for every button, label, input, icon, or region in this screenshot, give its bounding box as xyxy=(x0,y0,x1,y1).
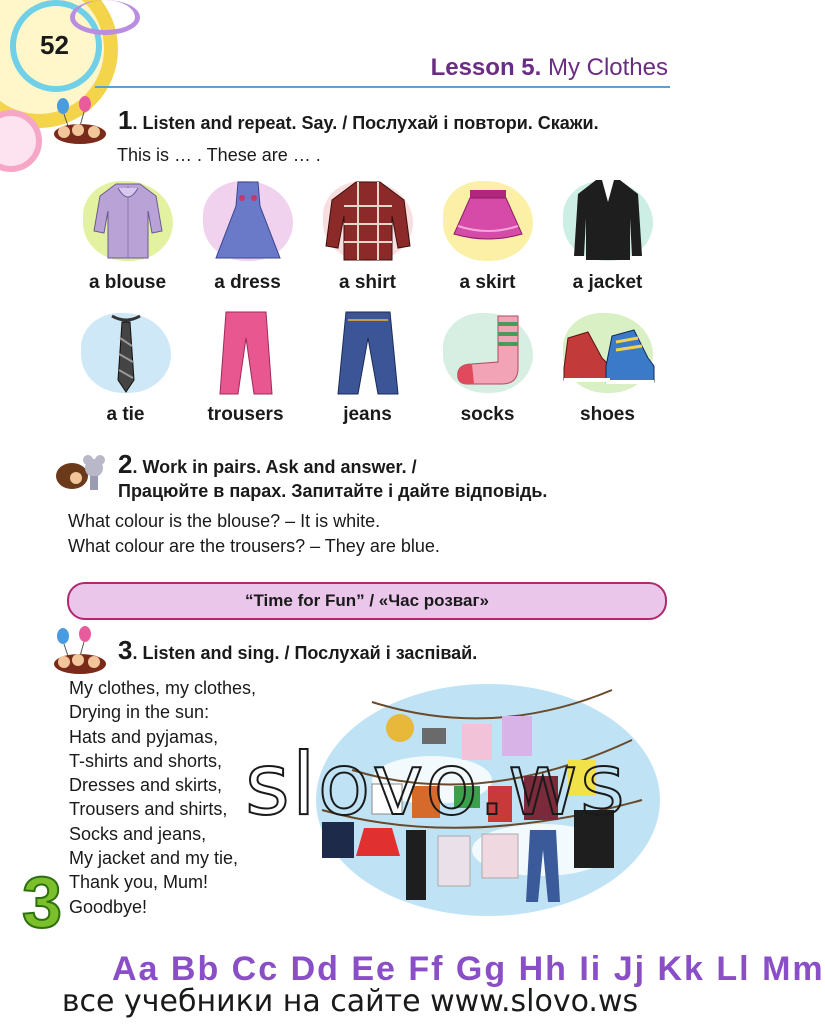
dialogue-line: What colour are the trousers? – They are blue. xyxy=(68,536,440,556)
clothes-item xyxy=(430,176,545,294)
task3-number: 3 xyxy=(118,635,133,665)
task1-heading xyxy=(118,105,599,135)
dialogue-line: What colour is the blouse? – It is white. xyxy=(68,511,381,531)
listen-children-icon xyxy=(50,96,110,146)
song-line: Trousers and shirts, xyxy=(69,799,228,820)
song-line: My jacket and my tie, xyxy=(69,848,239,869)
listen-children-icon xyxy=(50,626,110,676)
song-line: Goodbye! xyxy=(69,896,148,917)
footer-text: все учебники на сайте www.slovo.ws xyxy=(61,984,639,1019)
alphabet-strip: Aa Bb Cc Dd Ee Ff Gg Hh Ii Jj Kk Ll Mm xyxy=(112,950,825,988)
page-number: 52 xyxy=(40,30,69,60)
time-for-fun-banner: “Time for Fun” / «Час розваг» xyxy=(67,582,667,620)
lesson-title xyxy=(431,54,668,82)
song-line: Thank you, Mum! xyxy=(69,872,209,893)
item-label: jeans xyxy=(343,404,392,425)
item-label: a dress xyxy=(214,272,281,293)
task1-prompt: This is … . These are … . xyxy=(117,145,321,165)
clothes-item xyxy=(430,308,545,426)
jeans-icon xyxy=(318,308,418,398)
jacket-icon xyxy=(558,176,658,266)
hedgehog-mouse-icon xyxy=(54,450,110,494)
song-line: Drying in the sun: xyxy=(69,702,210,723)
dress-icon xyxy=(198,176,298,266)
corner-bubble-decoration xyxy=(70,0,140,35)
title-divider xyxy=(95,86,670,88)
song-line: My clothes, my clothes, xyxy=(69,678,257,698)
task2-dialogue xyxy=(68,509,440,559)
task2-number: 2 xyxy=(118,449,133,479)
trousers-icon xyxy=(196,308,296,398)
song-line: Dresses and skirts, xyxy=(69,775,223,796)
tie-icon xyxy=(76,308,176,398)
task1-heading-text: . Listen and repeat. Say. / Послухай і повтори. Скажи. xyxy=(132,113,599,133)
song-line: Hats and pyjamas, xyxy=(69,726,219,747)
blouse-icon xyxy=(78,176,178,266)
item-label: a skirt xyxy=(459,272,516,293)
clothes-item xyxy=(188,308,303,426)
socks-icon xyxy=(438,308,538,398)
skirt-icon xyxy=(438,176,538,266)
song-line: Socks and jeans, xyxy=(69,823,207,844)
clothes-item xyxy=(550,308,665,426)
clothes-item xyxy=(68,308,183,426)
task2-heading-line2: Працюйте в парах. Запитайте і дайте відповідь. xyxy=(118,481,548,501)
item-label: a tie xyxy=(106,404,145,425)
task2-heading-line1: . Work in pairs. Ask and answer. / xyxy=(132,457,417,477)
task3-heading xyxy=(118,635,478,665)
task1-number: 1 xyxy=(118,105,133,135)
song-lyrics xyxy=(69,676,256,919)
item-label: a shirt xyxy=(338,272,397,293)
clothes-item xyxy=(190,176,305,294)
item-label: a blouse xyxy=(88,272,167,293)
item-label: trousers xyxy=(207,404,284,425)
task3-heading-text: . Listen and sing. / Послухай і заспівай. xyxy=(132,643,478,663)
item-label: a jacket xyxy=(572,272,643,293)
shoes-icon xyxy=(558,308,658,398)
item-label: socks xyxy=(460,404,515,425)
item-label: shoes xyxy=(580,404,635,425)
clothes-item xyxy=(310,176,425,294)
clothes-item xyxy=(550,176,665,294)
clothes-item xyxy=(70,176,185,294)
lesson-label: Lesson 5. xyxy=(430,54,542,81)
shirt-icon xyxy=(318,176,418,266)
task2-heading xyxy=(118,449,548,503)
watermark: slovo.ws xyxy=(245,735,627,835)
clothes-item xyxy=(310,308,425,426)
song-line: T-shirts and shorts, xyxy=(69,750,223,771)
lesson-name: My Clothes xyxy=(541,54,668,81)
unit-number: 3 xyxy=(22,863,63,943)
